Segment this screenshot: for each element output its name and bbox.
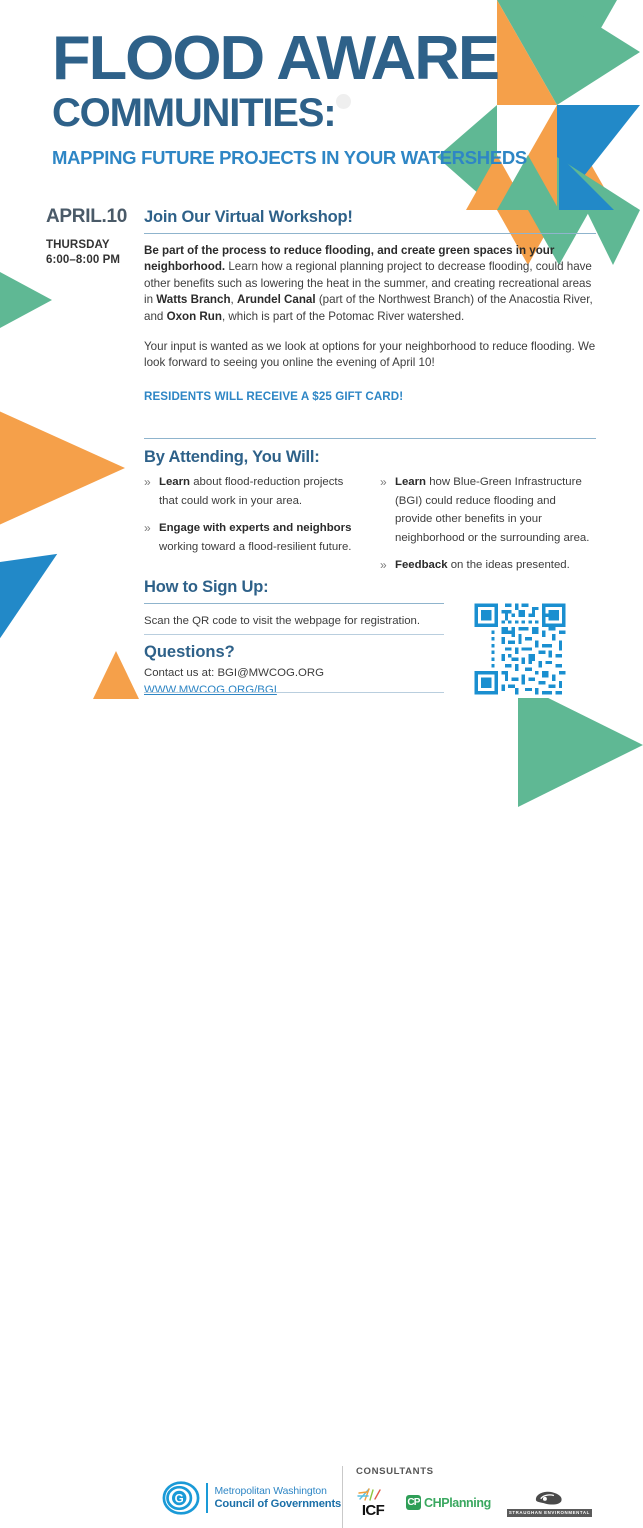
event-date-block: [46, 206, 141, 266]
intro-sep-1: ,: [230, 293, 237, 307]
event-time: 6:00–8:00 PM: [46, 254, 121, 266]
poster-footer: [0, 728, 640, 1519]
page-tagline: MAPPING FUTURE PROJECTS IN YOUR WATERSHEDS: [52, 147, 527, 168]
icf-wordmark: ICF: [361, 1502, 385, 1519]
list-item-text: how Blue-Green Infrastructure (BGI) could reduce flooding and provide other benefits in your neighborhood or the surrounding area.: [395, 476, 590, 544]
intro-sep-2: (part of the Northwest Branch) of the Anacostia River, and: [144, 293, 593, 323]
bullet-icon: »: [144, 475, 151, 489]
intro-paragraph-2: Your input is wanted as we look at options for your neighborhood to reduce flooding. We look forward to seeing you online the evening of April 10!: [144, 340, 596, 370]
gift-card-notice: RESIDENTS WILL RECEIVE A $25 GIFT CARD!: [144, 389, 404, 403]
straughan-wordmark: STRAUGHAN ENVIRONMENTAL: [508, 1510, 590, 1515]
divider-questions: [144, 634, 444, 635]
attending-list-left: [144, 473, 360, 556]
list-item: [380, 473, 596, 547]
bullet-icon: »: [144, 521, 151, 536]
list-item-lead: Learn: [159, 476, 191, 488]
chplanning-logo: [406, 1495, 491, 1510]
questions-heading: Questions?: [144, 643, 235, 661]
attending-heading: By Attending, You Will:: [144, 448, 320, 466]
signup-instruction: Scan the QR code to visit the webpage for registration.: [144, 615, 421, 627]
chplanning-wordmark: CHPlanning: [424, 1495, 491, 1510]
deco-triangle-orange-small: [93, 651, 139, 699]
icf-burst-icon: [356, 1487, 390, 1503]
page-subtitle-communities: COMMUNITIES:: [52, 91, 336, 135]
bullet-icon: »: [380, 558, 387, 573]
list-item: [144, 519, 360, 556]
consultants-label: CONSULTANTS: [356, 1466, 434, 1477]
divider-intro: [144, 233, 596, 234]
deco-triangle-orange-left: [0, 398, 125, 538]
list-item-text: working toward a flood-resilient future.: [159, 540, 352, 553]
divider-signup: [144, 603, 444, 604]
attending-list-right: [380, 473, 596, 575]
place-arundel-canal: Arundel Canal: [237, 293, 316, 307]
mwcog-line-1: Metropolitan Washington: [214, 1485, 327, 1497]
icf-logo: [356, 1487, 390, 1518]
intro-bold-lead: Be part of the process to reduce flooding, and create green spaces in your neighborhood.: [144, 244, 555, 274]
logo-divider: [206, 1483, 208, 1513]
decorative-dot: [336, 94, 351, 109]
intro-heading: Join Our Virtual Workshop!: [144, 208, 353, 226]
list-item-text: about flood-reduction projects that could work in your area.: [159, 476, 344, 507]
consultants-logo-row: [356, 1487, 592, 1518]
list-item-text: on the ideas presented.: [447, 559, 570, 572]
mwcog-logo: [163, 1480, 341, 1516]
signup-heading: How to Sign Up:: [144, 578, 269, 596]
list-item-lead: Learn: [395, 476, 427, 488]
contact-email-line: Contact us at: BGI@MWCOG.ORG: [144, 667, 324, 679]
intro-rest-1: Learn how a regional planning project to decrease flooding, could have other benefits such as lowering the heat in the summer, and creating recreational areas in: [144, 260, 592, 307]
signup-section: [144, 578, 444, 629]
intro-paragraph-1: [144, 243, 596, 325]
straughan-mark-icon: [532, 1489, 566, 1507]
consultants-section: [356, 1466, 592, 1518]
intro-end: , which is part of the Potomac River watershed.: [221, 309, 465, 323]
page-title: FLOOD AWARE: [52, 24, 498, 93]
mwcog-mark-icon: [163, 1480, 199, 1516]
attending-column-right: [380, 473, 596, 584]
event-weekday: THURSDAY: [46, 239, 110, 251]
footer-divider: [342, 1466, 343, 1528]
list-item-lead: Engage with experts and neighbors: [159, 522, 352, 535]
place-oxon-run: Oxon Run: [166, 309, 222, 323]
attending-column-left: [144, 473, 360, 584]
mwcog-logo-text: [215, 1486, 342, 1511]
list-item-lead: Feedback: [395, 559, 448, 572]
deco-triangle-blue-left: [0, 554, 72, 671]
mwcog-line-2: Council of Governments: [214, 1497, 342, 1510]
deco-triangle-green-left: [0, 272, 52, 328]
bullet-icon: »: [380, 475, 387, 489]
intro-section: [144, 208, 596, 403]
attending-columns: [144, 473, 596, 584]
attending-section: [144, 438, 596, 584]
qr-code-container[interactable]: [461, 600, 579, 698]
svg-text:G: G: [174, 1492, 184, 1506]
list-item: [144, 473, 360, 510]
website-link[interactable]: WWW.MWCOG.ORG/BGI: [144, 683, 277, 696]
event-date: APRIL.10: [46, 206, 128, 227]
poster-header: [0, 0, 640, 185]
qr-code-icon[interactable]: [461, 600, 579, 698]
straughan-logo: [507, 1489, 592, 1517]
divider-bottom: [144, 692, 444, 693]
list-item: [380, 556, 596, 575]
chp-badge-icon: CP: [407, 1497, 420, 1508]
divider-attending: [144, 438, 596, 439]
place-watts-branch: Watts Branch: [156, 293, 231, 307]
questions-section: [144, 634, 444, 698]
